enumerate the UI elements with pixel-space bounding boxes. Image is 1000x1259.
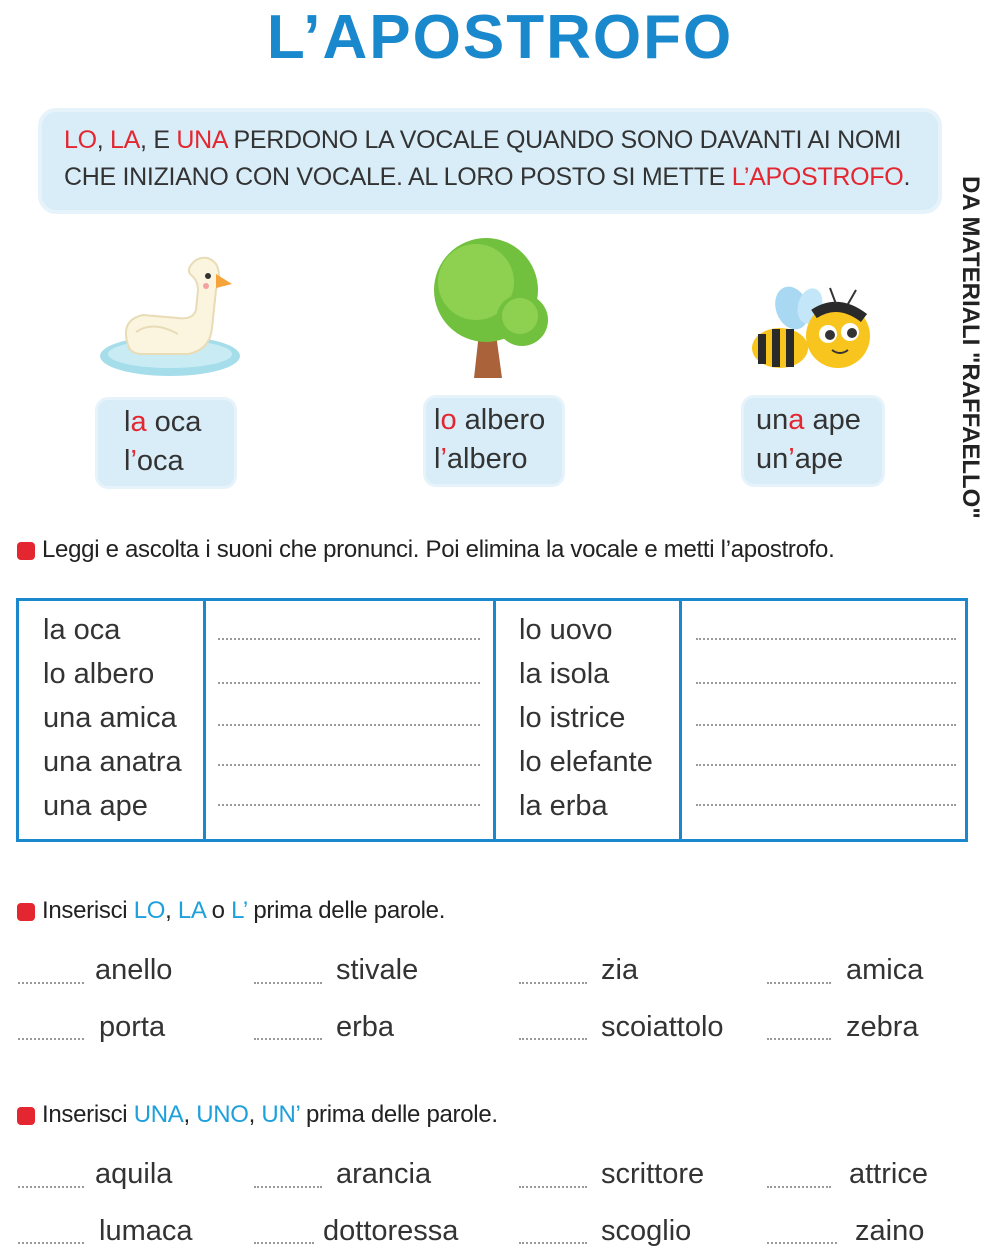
table-word: una ape: [43, 790, 148, 822]
exercise1-instruction: Leggi e ascolta i suoni che pronunci. Poi elimina la vocale e metti l’apostrofo.: [42, 536, 835, 563]
swan-illustration: [98, 250, 248, 385]
answer-line[interactable]: [767, 1242, 837, 1244]
answer-line[interactable]: [767, 1186, 831, 1188]
rule-text: CHE INIZIANO CON VOCALE. AL LORO POSTO SI METTE: [64, 163, 732, 191]
answer-line[interactable]: [18, 1038, 84, 1040]
exercise3-instruction: Inserisci UNA, UNO, UN’ prima delle parole.: [42, 1101, 498, 1128]
example-line: lo albero: [434, 404, 546, 436]
table-divider: [679, 598, 682, 842]
rule-line-2: [64, 163, 910, 192]
rule-text: ,: [96, 126, 111, 154]
example-line: la oca: [124, 406, 202, 438]
bee-illustration: [744, 284, 884, 378]
exercise2-instruction: Inserisci LO, LA o L’ prima delle parole.: [42, 897, 446, 924]
table-divider: [493, 598, 496, 842]
rule-word-lo: LO: [64, 126, 97, 154]
bullet-icon: [17, 542, 35, 560]
table-divider: [203, 598, 206, 842]
table-word: una anatra: [43, 746, 182, 778]
fill-word: lumaca: [99, 1215, 193, 1247]
fill-word: stivale: [336, 954, 419, 986]
answer-line[interactable]: [254, 1038, 322, 1040]
bullet-icon: [17, 1107, 35, 1125]
example-line: l’albero: [434, 443, 528, 475]
bullet-icon: [17, 903, 35, 921]
rule-text: PERDONO LA VOCALE QUANDO SONO DAVANTI AI NOMI: [226, 126, 902, 154]
fill-word: porta: [99, 1011, 166, 1043]
rule-word-apostrofo: L’APOSTROFO: [731, 163, 904, 191]
answer-line[interactable]: [519, 982, 587, 984]
fill-word: anello: [95, 954, 173, 986]
fill-word: aquila: [95, 1158, 173, 1190]
answer-line[interactable]: [696, 638, 956, 640]
answer-line[interactable]: [519, 1242, 587, 1244]
answer-line[interactable]: [218, 682, 480, 684]
table-word: la erba: [519, 790, 608, 822]
table-word: lo uovo: [519, 614, 613, 646]
answer-line[interactable]: [519, 1038, 587, 1040]
answer-line[interactable]: [254, 1242, 314, 1244]
tree-illustration: [424, 238, 552, 383]
answer-line[interactable]: [218, 724, 480, 726]
answer-line[interactable]: [218, 638, 480, 640]
rule-word-una: UNA: [176, 126, 227, 154]
fill-word: amica: [846, 954, 924, 986]
fill-word: attrice: [849, 1158, 928, 1190]
side-credit: [948, 176, 988, 556]
answer-line[interactable]: [696, 804, 956, 806]
table-word: lo elefante: [519, 746, 653, 778]
answer-line[interactable]: [696, 724, 956, 726]
answer-line[interactable]: [218, 804, 480, 806]
example-line: l’oca: [124, 445, 184, 477]
table-word: una amica: [43, 702, 177, 734]
answer-line[interactable]: [696, 682, 956, 684]
page-title: L’APOSTROFO: [266, 3, 734, 72]
table-word: la isola: [519, 658, 610, 690]
fill-word: erba: [336, 1011, 395, 1043]
answer-line[interactable]: [254, 982, 322, 984]
fill-word: zaino: [855, 1215, 925, 1247]
table-word: lo istrice: [519, 702, 626, 734]
fill-word: zia: [601, 954, 639, 986]
answer-line[interactable]: [254, 1186, 322, 1188]
answer-line[interactable]: [18, 1186, 84, 1188]
fill-word: arancia: [336, 1158, 432, 1190]
answer-line[interactable]: [519, 1186, 587, 1188]
answer-line[interactable]: [18, 1242, 84, 1244]
answer-line[interactable]: [696, 764, 956, 766]
answer-line[interactable]: [767, 982, 831, 984]
answer-line[interactable]: [218, 764, 480, 766]
side-credit-text: DA MATERIALI "RAFFAELLO": [957, 176, 984, 519]
example-line: un’ape: [756, 443, 844, 475]
fill-word: scoglio: [601, 1215, 692, 1247]
fill-word: dottoressa: [323, 1215, 459, 1247]
example-line: una ape: [756, 404, 861, 436]
rule-text: .: [903, 163, 911, 191]
answer-line[interactable]: [18, 982, 84, 984]
table-word: la oca: [43, 614, 121, 646]
fill-word: zebra: [846, 1011, 919, 1043]
rule-line-1: [64, 126, 901, 155]
answer-line[interactable]: [767, 1038, 831, 1040]
table-word: lo albero: [43, 658, 155, 690]
fill-word: scrittore: [601, 1158, 705, 1190]
rule-text: , E: [140, 126, 177, 154]
rule-word-la: LA: [110, 126, 141, 154]
fill-word: scoiattolo: [601, 1011, 724, 1043]
